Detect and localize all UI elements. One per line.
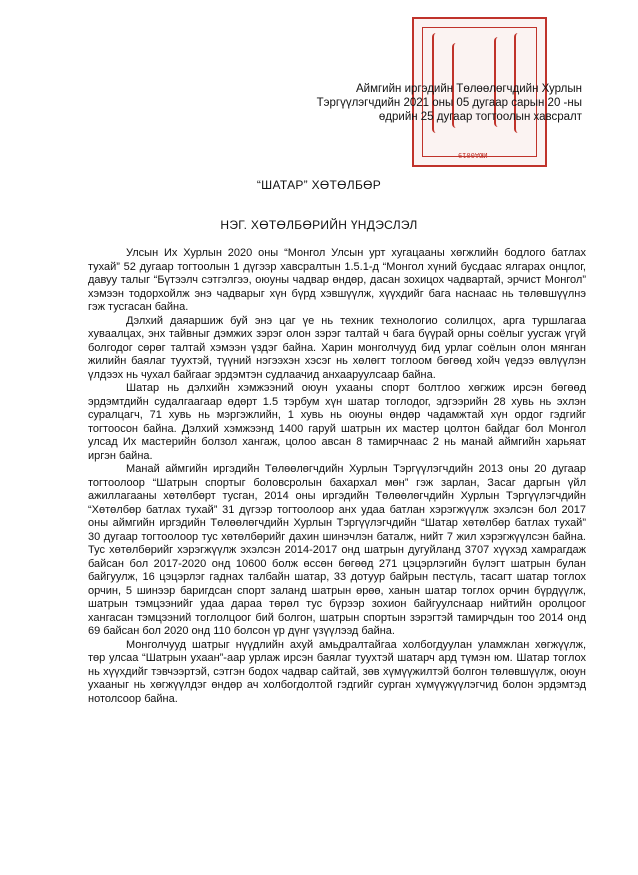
stamp-number: ИЮА0019 <box>458 151 488 159</box>
body-paragraph: Шатар нь дэлхийн хэмжээний оюун ухааны спорт болтлоо хөгжиж ирсэн бөгөөд эрдэмтдийн судалгаагаар өдөрт 1.5 тэрбум хүн шатар тоглодог, эдгээрийн 28 хувь нь эхлэн суралцагч, 71 хувь нь мэргэжлийн, 1 хувь нь оюуны өндөр чадамжтай хүн ордог гэдгийг тогтоосон байна. Дэлхий хэмжээнд 1400 гаруй шатрын их мастер цолтон байдаг бол Монгол улсад Их мастерийн болзол хангаж, цолоо авсан 8 тамирчнаас 2 нь манай аймгийн харьяат иргэн байна. <box>88 382 586 462</box>
document-title: “ШАТАР” ХӨТӨЛБӨР <box>256 178 382 192</box>
body-paragraph: Манай аймгийн иргэдийн Төлөөлөгчдийн Хурлын Тэргүүлэгчдийн 2013 оны 20 дугаар тогтоолоор “Шатрын спортыг боловсролын бахархал мөн” гэж зарлан, Засаг даргын үйл ажиллагааны хөтөлбөрт тусган, 2014 оны иргэдийн Төлөөлөгчдийн Хурлын Тэргүүлэгчдийн “Хөтөлбөр батлах тухай” 31 дүгээр тогтоолоор анх удаа батлан хэрэгжүүлж эхэлсэн бол 2017 оны аймгийн иргэдийн Төлөөлөгчдийн Хурлын Тэргүүлэгчдийн “Шатар хөтөлбөр батлах тухай” 30 дугаар тогтоолоор тус хөтөлбөрийг дахин шинэчлэн баталж, нийт 7 жил хэрэгжүүлсэн байна. Тус хөтөлбөрийг хэрэгжүүлж эхэлсэн 2014-2017 онд шатрын дугуйланд 3707 хүүхэд хамрагдаж байсан бол 2017-2020 онд 10600 болж өссөн бөгөөд 271 цэцэрлэгийн бүлэгт шатрын булан байгуулж, 16 цэцэрлэг гаднах талбайн шатар, 33 дотуур байрын пестүль, тасагт шатар тоглох орчин, 5 шинээр баригдсан спорт заланд шатрын өрөө, ханын шатар тоглох орчин бүрдүүлж, шатрын тэмцээнийг удаа дараа төрөл тус бүрээр зохион байгуулснаар нийтийн оролцоог хангасан тэмцээний тоглолцоог бий болгон, шатрын спортын зэрэгтэй тамирчдын тоо 2014 онд 69 байсан бол 2020 онд 110 болсон үр дүнг үзүүлээд байна. <box>88 463 586 637</box>
body-paragraph: Дэлхий даяаршиж буй энэ цаг үе нь техник технологио солилцох, арга туршлагаа хуваалцах, энх тайвныг дэмжих зэрэг олон зэрэг талтай ч бага бүүрай орны соёлыг уусгаж үгүй болгодог сөрөг талтай хэмээн үздэг байна. Харин монголчууд бид урлаг соёлын олон мянган жилийн баялаг тууxтэй, түүний нэгээхэн хэсэг нь хөлөгт тоглоом бөгөөд хойч үедээ өвлүүлэн үлдээх нь чухал байгааг эрдэмтэн судлаачид анхааруулсаар байна. <box>88 314 586 381</box>
body-paragraph: Улсын Их Хурлын 2020 оны “Монгол Улсын урт хугацааны хөгжлийн бодлого батлах тухай” 52 дугаар тогтоолын 1 дүгээр хавсралтын 1.5.1-д “Монгол хүний бусдаас ялгарах онцлог, давуу талыг “Бүтээлч сэтгэлгээ, оюуны чадвар өндөр, дасан зохицох чадвартай, эрчист Монгол” хэмээн тодорхойлж энэ чадварыг хүн бүрд хэвшүүлж, хүүхдийг бага наснаас нь төлөвшүүлнэ гэж тусгасан байна. <box>88 247 586 313</box>
annex-header-line: Тэргүүлэгчдийн 2021 оны 05 дугаар сарын 20 -ны <box>316 97 582 109</box>
annex-header-line: өдрийн 25 дугаар тогтоолын хавсралт <box>378 111 582 123</box>
annex-header <box>252 82 582 124</box>
section-title: НЭГ. ХӨТӨЛБӨРИЙН ҮНДЭСЛЭЛ <box>220 218 418 232</box>
body-paragraph: Монголчууд шатрыг нүүдлийн ахуй амьдралтайгаа холбогдуулан уламжлан хөгжүүлж, төр улсаа “Шатрын ухаан”-аар урлаж ирсэн баялаг тууxтэй шатарч ард түмэн юм. Шатар тоглох нь хүүхдийг тэвчээртэй, сэтгэн бодох чадвар сайтай, зөв хүмүүжилтэй болгон төлөвшүүлж, оюун ухааныг нь хөгжүүлдэг өндөр ач холбогдолтой гэдгийг сурган хүмүүжүүлэгчид болон эрдэмтэд нотолсоор байна. <box>88 638 586 705</box>
document-body <box>88 247 586 706</box>
annex-header-line: Аймгийн иргэдийн Төлөөлөгчдийн Хурлын <box>355 83 582 95</box>
